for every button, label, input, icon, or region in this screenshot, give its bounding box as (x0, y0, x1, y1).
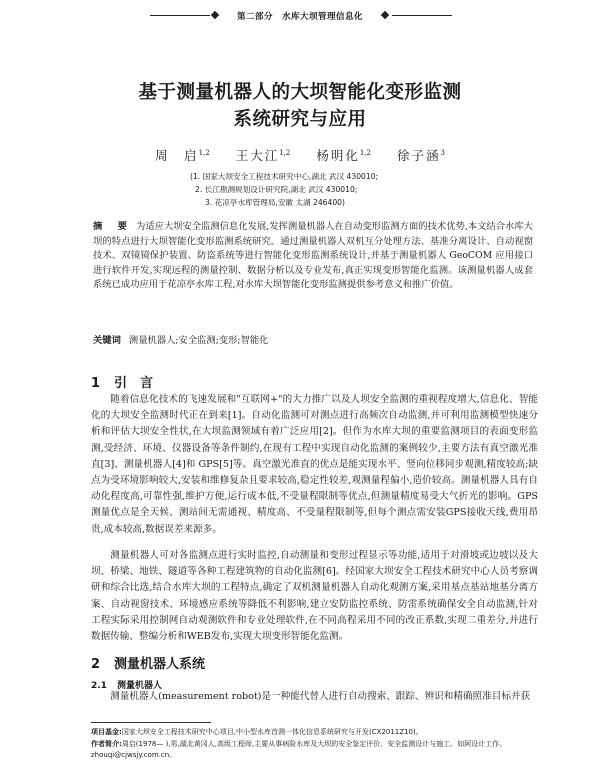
header-rule-left (150, 15, 210, 16)
footnote (91, 727, 538, 762)
subsection-number: 2.1 (91, 681, 107, 691)
abstract (93, 220, 533, 293)
abstract-text: 为适应大坝安全监测信息化发展,发挥测量机器人在自动变形监测方面的技术优势,本文结合水库大坝的特点进行大坝智能化变形监测系统研究。通过测量机器人双机互分处理方法、基准分离设计、自动视窗技术、双镜镜保护装置、防盗系统等进行智能化变形监测系统设计,并基于测量机器人 GeoCOM 应用接口进行软件开发,实现远程的测量控制、数据分析以及专业发布,真正实现变形智能化监测。该测量机器人成套系统已成功应用于花凉亭水库工程,对水库大坝智能化变形监测提供参考意义和推广价值。 (93, 221, 533, 291)
footnote-bio-label: 作者简介: (91, 739, 122, 748)
running-title: 第二部分 水库大坝管理信息化 (236, 12, 363, 22)
header-diamond-right (381, 11, 389, 19)
robot-paragraph-1: 测量机器人(measurement robot)是一种能代替人进行自动搜索、跟踪、辨识和精确照准目标并获 (110, 691, 531, 702)
footnote-bio-text: 周启(1978— ),男,湖北黄冈人,高级工程师,主要从事病险水库及大坝的安全鉴定评价、安全监测设计与施工。如阿设计工作。zhouqi@cjwsjy.com.cn。 (91, 739, 507, 759)
affiliation-2: 2. 长江勘测规划设计研究院,湖北 武汉 430010; (195, 185, 358, 194)
author-name: 周 启 (155, 148, 199, 163)
keywords-label: 关键词 (93, 335, 121, 346)
keywords (93, 334, 533, 348)
author-affil-mark: 1,2 (359, 148, 371, 157)
paper-title-line-2: 系统研究与应用 (233, 109, 367, 130)
intro-paragraph-1: 随着信息化技术的飞速发展和"互联网+"的大力推广以及人坝安全监测的重视程度增大,信息化、智能化的大坝安全监测时代正在到来[1]。自动化监测可对测点进行高频次自动监测,并可利用监测模型快速分析和评估大坝安全性状,在大坝监测领域有着广泛应用[2]。但作为水库大坝的重要监测项目的表面变形监测,受经济、环境、仪器设备等条件制约,在现有工程中实现自动化监测的案例较少,主要方法有真空激光准直[3]、测量机器人[4]和 GPS[5]等。真空激光准直的优点是能实现水平、竖向位移同步观测,精度较高;缺点为受环境影响较大,安装和维修复杂且要求较高,稳定性较差,观测量程偏小,造价较高。测量机器人具有自动化程度高,可靠性强,维护方便,运行成本低,不受量程限制等优点,但测量精度易受大气折光的影响。GPS测量优点是全天候、测站间无需通视、精度高、不受量程限制等,但每个测点需安装GPS接收天线,费用昂贵,成本较高,数据误差来源多。 (91, 394, 538, 535)
author-name: 徐子涵 (396, 148, 441, 163)
intro-paragraph-2: 测量机器人可对各监测点进行实时监控,自动测量和变形过程显示等功能,适用于对滑坡或边坡以及大坝、桥梁、地铁、隧道等各种工程建筑物的自动化监测[6]。经国家大坝安全工程技术研究中心人员考察调研和综合比选,结合水库大坝的工程特点,确定了双机测量机器人自动化观测方案,采用基点基站地基分离方案、自动视窗技术、环境感应系统等降低不利影响,建立安防监控系统、防雷系统确保安全自动监测,针对工程实际采用控制网自动观测软件和专业处理软件,在不同高程采用不同的改正系数,实现二重差分,并进行数据传输、整编分析和WEB发布,实现大坝变形智能化监测。 (91, 550, 538, 643)
author (316, 148, 371, 163)
footnote-funding-label: 项目基金: (91, 728, 122, 736)
affiliation-1: (1. 国家大坝安全工程技术研究中心,湖北 武汉 430010; (190, 172, 379, 181)
section-title: 引 言 (114, 376, 154, 391)
section-heading-introduction (91, 372, 153, 391)
header-diamond-left (211, 11, 219, 19)
author-affil-mark: 3 (440, 148, 445, 157)
header-rule-right (392, 15, 452, 16)
section-number: 1 (91, 376, 101, 391)
author (155, 148, 210, 163)
paper-title-line-1: 基于测量机器人的大坝智能化变形监测 (138, 82, 462, 103)
author-affil-mark: 1,2 (198, 148, 210, 157)
footnote-author-bio (91, 739, 538, 762)
section-title: 测量机器人系统 (114, 657, 206, 672)
affiliation-3: 3. 花凉亭水库管理局,安徽 太湖 246400) (205, 198, 345, 207)
author-name: 王大江 (235, 148, 280, 163)
footnote-funding (91, 727, 538, 739)
abstract-label: 摘 要 (93, 221, 130, 232)
author-affil-mark: 1,2 (279, 148, 291, 157)
section-heading-robot-system (91, 653, 205, 672)
author (397, 148, 445, 163)
keywords-text: 测量机器人;安全监测;变形;智能化 (128, 335, 269, 346)
author (236, 148, 291, 163)
author-list (0, 146, 600, 164)
subsection-title: 测量机器人 (116, 681, 162, 691)
footnote-funding-text: 国家大坝安全工程技术研究中心项目,中小型水库首测一体化信息系统研究与开发(CX2011Z10)。 (121, 728, 423, 736)
author-name: 杨明化 (316, 148, 360, 163)
running-header (0, 9, 600, 23)
footnote-rule (91, 722, 211, 723)
section-number: 2 (91, 657, 101, 672)
